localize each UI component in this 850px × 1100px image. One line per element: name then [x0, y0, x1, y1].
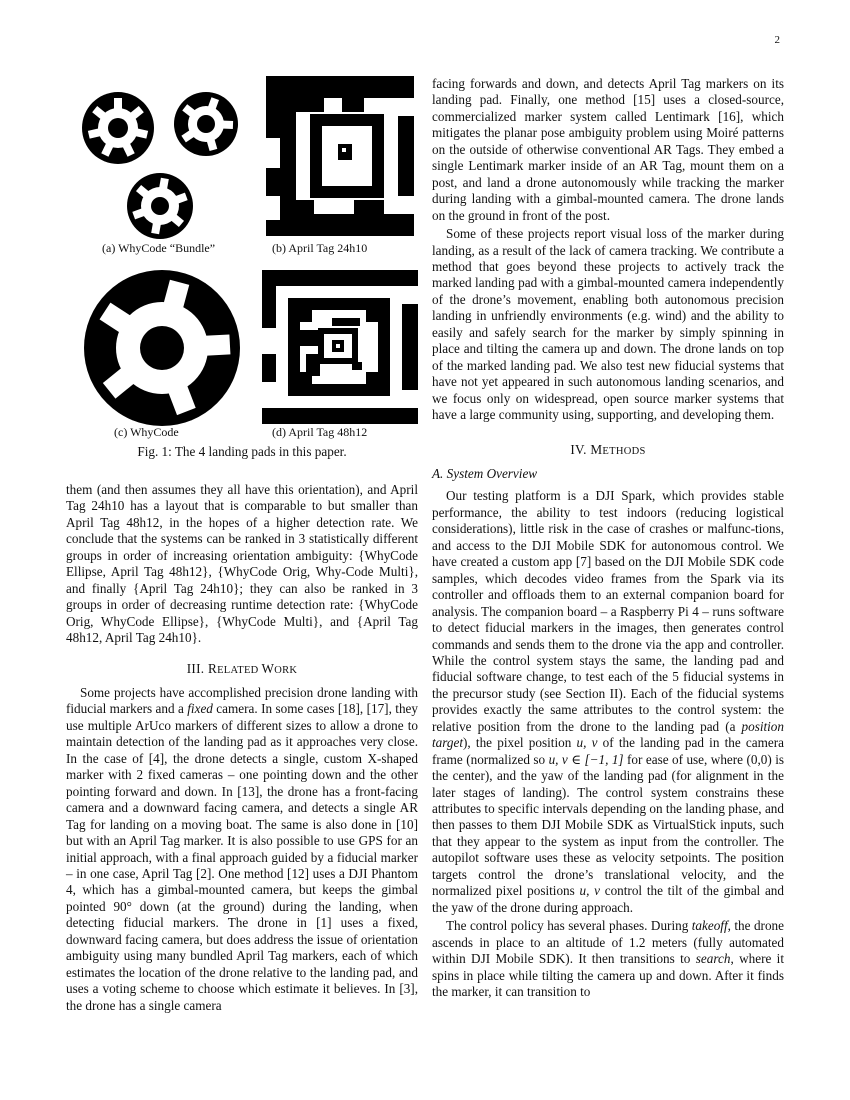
text-run: Our testing platform is a DJI Spark, which provides stable performance, the ability to test indoors (reducing logistical considerations), little risk in the case of crashes or malfunc-tions, and access to the DJI Mobile SDK for autonomous control. We have created a custom app [7] based on the DJI Mobile SDK code samples, which decodes video frames from the Spark via its controller and offloads them to an external companion board for analysis. The companion board – a Raspberry Pi 4 – runs software to detect fiducial markers in the images, then generates control commands and sends them to the drone via the app and controller. While the control system stays the same, the landing pad and fiducial software change, to test each of the 5 fiducial systems in the precursor study (see Section II). Each of the fiducial systems provides exactly the same attributes to the control system: the relative position from the drone to the landing pad (a — [432, 488, 784, 734]
text-run: , the drone ascends in place to an altitude of 1.2 meters (fully automated within DJI Mobile SDK). It then transitions to — [432, 918, 784, 967]
text-run: for ease of use, where (0,0) is the center), and the yaw of the landing pad (for alignment in the later stages of landing). The control system constrains these attributes to specific intervals depending on the landing phase, and then passes to them DJI Mobile SDK as VirtualStick inputs, such that they appear to the system as input from the controller. The autopilot software uses these as velocity setpoints. The position targets control the drone’s translational velocity, and the normalized pixel positions — [432, 751, 784, 899]
subcaption-b: (b) April Tag 24h10 — [272, 241, 368, 255]
emphasis-fixed: fixed — [187, 701, 213, 717]
math-uv: u, v — [576, 735, 598, 751]
subcaption-c: (c) WhyCode — [114, 425, 179, 439]
page-number: 2 — [774, 34, 780, 46]
heading-letter: R — [207, 660, 218, 676]
section-number: IV. — [570, 441, 587, 457]
heading-letter: M — [590, 441, 603, 457]
text-run: Some projects have accomplished precision drone landing with fiducial markers and a — [66, 684, 418, 717]
emphasis-search: search — [695, 951, 731, 967]
paragraph-related-work — [66, 685, 418, 1014]
paragraph-intro: them (and then assumes they all have this orientation), and April Tag 24h10 has a layout that is comparable to but smaller than April Tag 48h12, in the hopes of a higher detection rate. We conclude that the systems can be ranked in 3 statistically different groups in order of increasing orientation ambiguity: {WhyCode Ellipse, April Tag 48h12}, {WhyCode Orig, Why-Code Multi}, and finally {April Tag 24h10}; they can also be ranked in 3 groups in order of decreasing runtime detection rate: {WhyCode Orig, WhyCode Ellipse}, {WhyCode Multi}, and {April Tag 48h12, April Tag 24h10}. — [66, 482, 418, 646]
heading-smallcaps: ELATED — [217, 664, 262, 676]
math-uv-range: u, v ∈ [−1, 1] — [548, 751, 624, 767]
left-column — [66, 76, 418, 1014]
text-run: camera. In some cases [18], [17], they use multiple ArUco markers of different sizes to allow a drone to maintain detection of the landing pad as it approaches very close. In the case of [4], the drone detects a single, custom X-shaped marker with 2 fixed cameras – one pointing down and the other pointing forward and down. In [13], the drone has a front-facing camera and a downward facing camera, and detects a single AR Tag for landing on a moving boat. The same is also done in [10] but with an April Tag marker. It is also possible to use GPS for an initial approach, with a final approach guided by a fiducial marker – in one case, April Tag [2]. One method [12] uses a DJI Phantom 4, which has a gimbal-mounted camera, but keeps the gimbal pointed 90° down (at the ground) during the landing, when detecting fiducial markers. The drone in [1] uses a fixed, downward facing camera, but does address the issue of orientation ambiguity using many bundled April Tag markers, each of which estimates the location of the drone relative to the landing pad, and uses a voting scheme to choose which estimate it believes. In [3], the drone has a single camera — [66, 701, 418, 1013]
heading-smallcaps: ETHODS — [602, 445, 646, 457]
april-tag-24h10-image — [266, 76, 414, 236]
april-tag-48h12-image — [262, 270, 418, 424]
paragraph-contribution: Some of these projects report visual loss of the marker during landing, as a result of the lack of camera tracking. We contribute a method that goes beyond these projects to actively track the marked landing pad with a gimbal-mounted camera independently of the drone’s movement, enabling both autonomous precision landing in unfriendly environments (e.g. wind) and the ability to easily and safely search for the marker by simply spinning in place and tilting the camera up and down. The drone lands on top of the marked landing pad. We also test new fiducial systems that have not yet appeared in such autonomous landing scenarios, and we focus only on widespread, open source marker systems that have a large community using, supporting, and developing them. — [432, 226, 784, 423]
paragraph-control-policy — [432, 918, 784, 1000]
right-column — [432, 76, 784, 1000]
text-run: ), the pixel position — [463, 735, 577, 751]
emphasis-takeoff: takeoff — [691, 918, 728, 934]
paragraph-platform — [432, 488, 784, 916]
heading-letter: W — [261, 660, 275, 676]
math-uv: u, v — [579, 883, 600, 899]
subcaption-a: (a) WhyCode “Bundle” — [102, 241, 216, 255]
whycode-bundle-image — [80, 84, 240, 249]
paragraph-continuation: facing forwards and down, and detects April Tag markers on its landing pad. Finally, one method [15] uses a closed-source, commercialized marker system called Lentimark [16], which mitigates the planar pose ambiguity problem using Moiré patterns on the outside of otherwise conventional AR Tags. They embed a single Lentimark marker inside of an AR Tag, mount them on a post, and land a drone autonomously while tracking the marker during landing with a gimbal-mounted camera. The drone lands on the ground in front of the post. — [432, 76, 784, 223]
heading-smallcaps: ORK — [274, 664, 298, 676]
section-number: III. — [186, 660, 205, 676]
text-run: , where it spins in place while tilting the camera up and down. After it finds the marker, it can transition to — [432, 951, 784, 1000]
text-run: of the landing pad in the camera frame (normalized so — [432, 735, 784, 767]
figure-caption: Fig. 1: The 4 landing pads in this paper. — [137, 444, 347, 459]
section-heading-related-work — [66, 661, 418, 679]
whycode-image — [80, 268, 244, 428]
subcaption-d: (d) April Tag 48h12 — [272, 425, 368, 439]
text-run: control the tilt of the gimbal and the yaw of the drone during approach. — [432, 883, 784, 915]
figure-1 — [66, 76, 418, 482]
section-heading-methods — [432, 442, 784, 460]
emphasis-position-target: position target — [432, 718, 784, 751]
subsection-system-overview: A. System Overview — [432, 465, 538, 481]
text-run: The control policy has several phases. During — [446, 918, 692, 934]
